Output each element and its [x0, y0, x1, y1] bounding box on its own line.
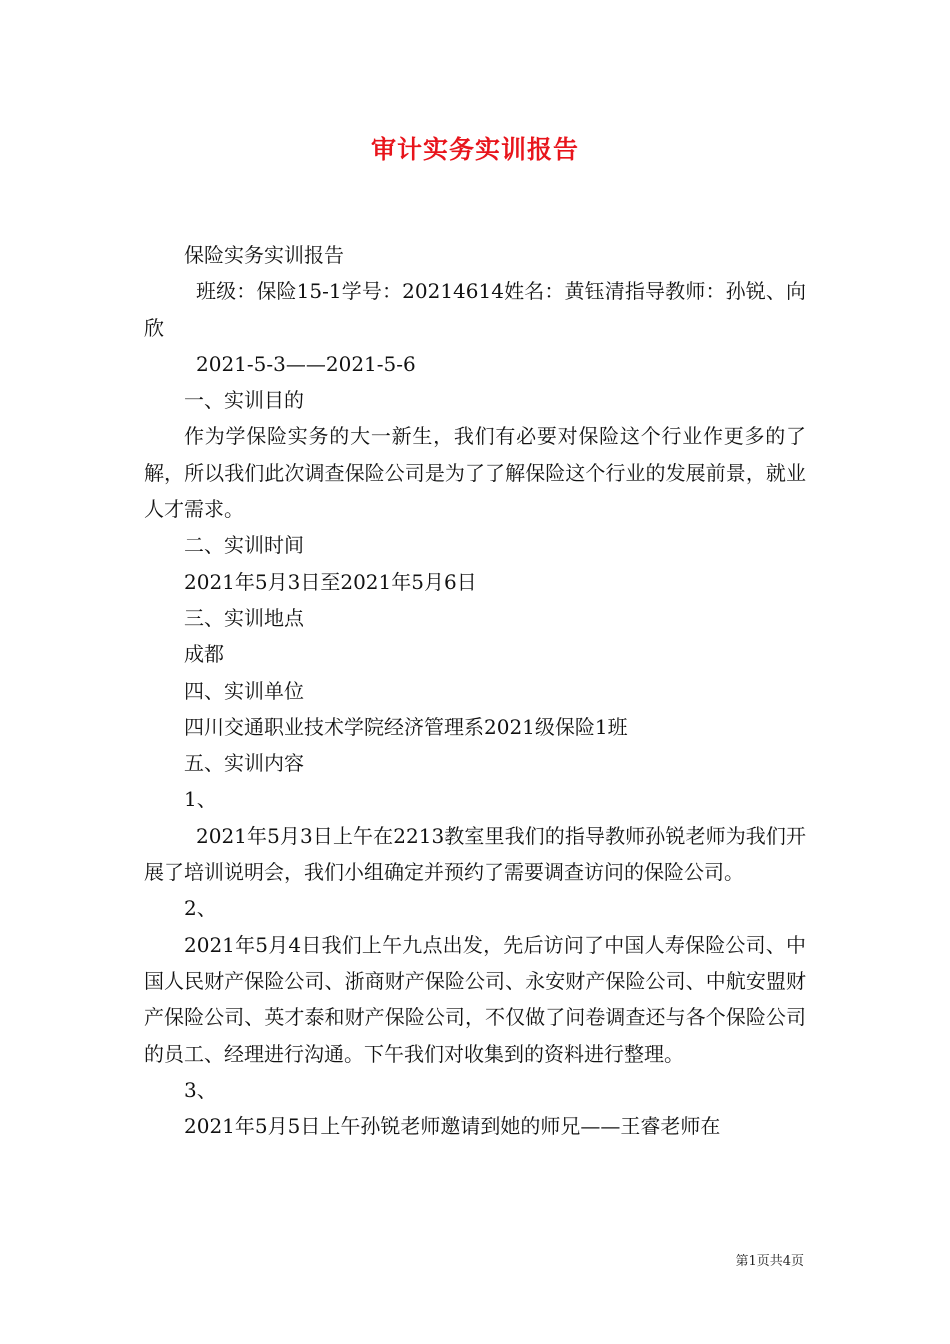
body-paragraph: 2021年5月4日我们上午九点出发，先后访问了中国人寿保险公司、中国人民财产保险公司、浙商财产保险公司、永安财产保险公司、中航安盟财产保险公司、英才泰和财产保险公司，不仅做了问卷调查还与各个保险公司的员工、经理进行沟通。下午我们对收集到的资料进行整理。: [144, 932, 806, 1066]
page-number-footer: 第1页共4页: [735, 1254, 804, 1269]
list-number: 1、: [184, 787, 217, 812]
document-body: [144, 237, 806, 1144]
body-paragraph: 2021年5月5日上午孙锐老师邀请到她的师兄——王睿老师在: [184, 1114, 721, 1139]
info-paragraph: 班级：保险15-1学号：20214614姓名：黄钰清指导教师：孙锐、向欣: [144, 279, 806, 340]
section-heading: 三、实训地点: [184, 605, 304, 630]
section-heading: 二、实训时间: [184, 533, 304, 558]
list-number: 2、: [184, 896, 217, 921]
section-heading: 一、实训目的: [184, 388, 304, 413]
body-paragraph: 作为学保险实务的大一新生，我们有必要对保险这个行业作更多的了解，所以我们此次调查保险公司是为了了解保险这个行业的发展前景，就业人才需求。: [144, 424, 806, 522]
body-paragraph: 成都: [184, 642, 224, 667]
body-paragraph: 四川交通职业技术学院经济管理系2021级保险1班: [184, 714, 628, 739]
body-paragraph: 2021年5月3日至2021年5月6日: [184, 569, 477, 594]
page-title: 审计实务实训报告: [370, 135, 579, 164]
body-paragraph: 2021年5月3日上午在2213教室里我们的指导教师孙锐老师为我们开展了培训说明会，我们小组确定并预约了需要调查访问的保险公司。: [144, 823, 806, 885]
list-number: 3、: [184, 1077, 217, 1102]
subtitle-paragraph: 保险实务实训报告: [184, 243, 344, 267]
section-heading: 五、实训内容: [184, 751, 304, 776]
date-range-paragraph: 2021-5-3——2021-5-6: [196, 351, 416, 376]
section-heading: 四、实训单位: [184, 678, 304, 703]
